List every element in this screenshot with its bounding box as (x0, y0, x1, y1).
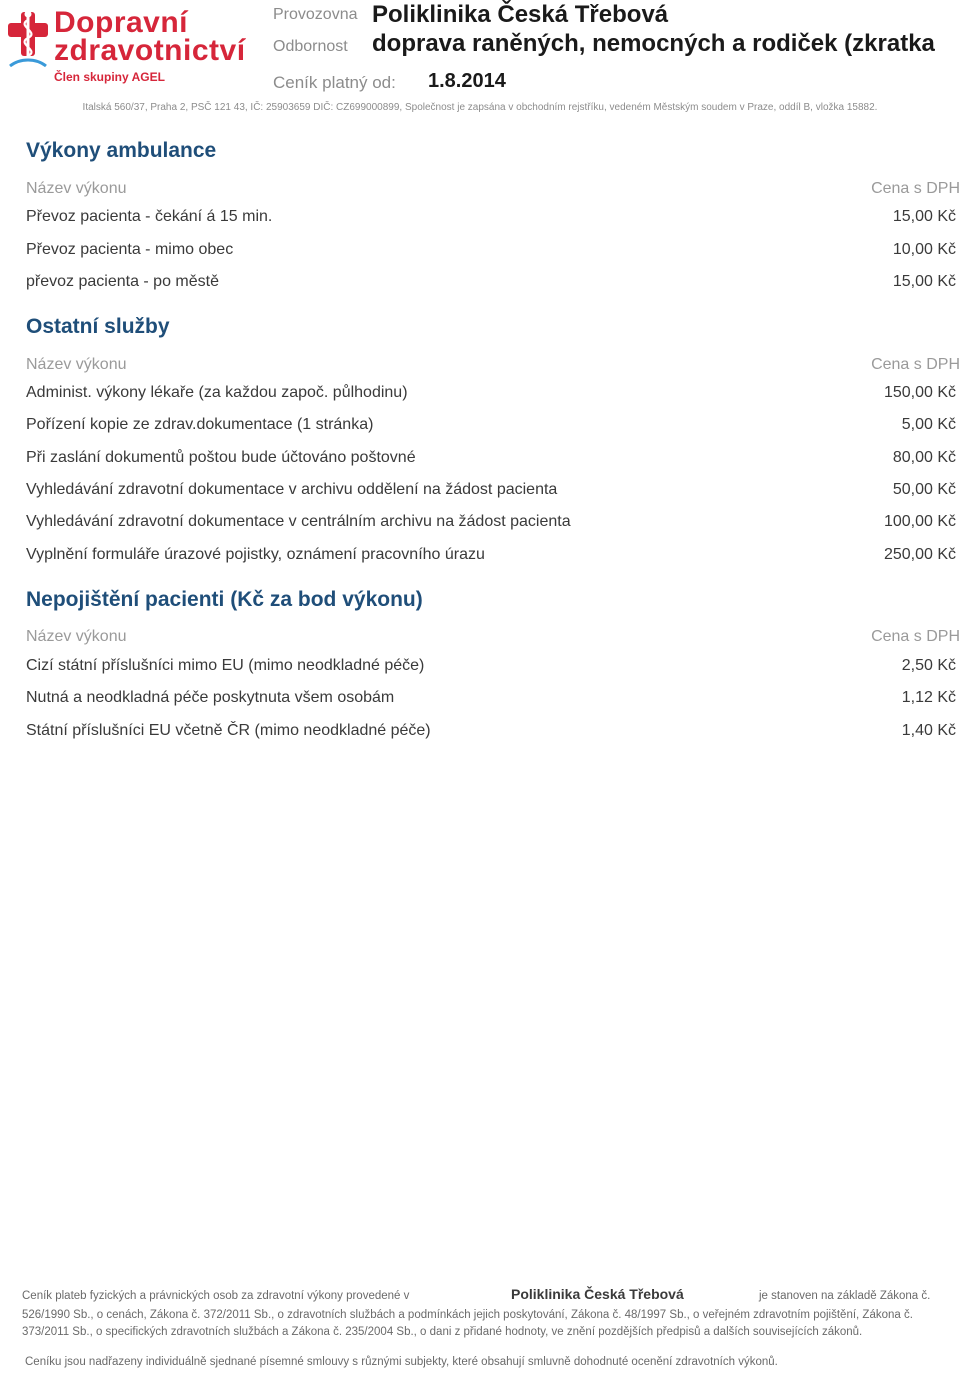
service-name: Převoz pacienta - čekání á 15 min. (26, 208, 273, 225)
service-name: převoz pacienta - po městě (26, 273, 219, 290)
service-price: 15,00 Kč (892, 273, 956, 290)
price-row (26, 241, 956, 265)
service-price: 1,12 Kč (901, 689, 956, 706)
service-name: Vyhledávání zdravotní dokumentace v archivu oddělení na žádost pacienta (26, 481, 558, 498)
odbornost-label: Odbornost (273, 38, 348, 55)
price-row (26, 546, 956, 570)
odbornost-value: doprava raněných, nemocných a rodiček (zkratka (372, 30, 935, 57)
price-row (26, 722, 956, 746)
logo-tagline: Člen skupiny AGEL (54, 70, 165, 84)
service-price: 1,40 Kč (901, 722, 956, 739)
cenik-valid-from-value: 1.8.2014 (428, 70, 506, 92)
price-row (26, 657, 956, 681)
service-price: 80,00 Kč (892, 449, 956, 466)
service-price: 5,00 Kč (901, 416, 956, 433)
cenik-valid-from-label: Ceník platný od: (273, 73, 396, 92)
price-row (26, 416, 956, 440)
price-row (26, 689, 956, 713)
service-price: 250,00 Kč (883, 546, 956, 563)
price-row (26, 208, 956, 232)
column-header-name: Název výkonu (26, 180, 127, 197)
service-name: Státní příslušníci EU včetně ČR (mimo neodkladné péče) (26, 722, 431, 739)
service-name: Vyplnění formuláře úrazové pojistky, oznámení pracovního úrazu (26, 546, 485, 563)
caduceus-cross-icon (6, 8, 50, 78)
service-name: Nutná a neodkladná péče poskytnuta všem osobám (26, 689, 395, 706)
service-name: Pořízení kopie ze zdrav.dokumentace (1 stránka) (26, 416, 374, 433)
section-title-nepojisteni-pacienti: Nepojištění pacienti (Kč za bod výkonu) (26, 588, 423, 611)
price-row (26, 273, 956, 297)
logo-text-line2: zdravotnictví (54, 34, 246, 67)
service-name: Při zaslání dokumentů poštou bude účtováno poštovné (26, 449, 416, 466)
provozovna-value: Poliklinika Česká Třebová (372, 1, 669, 28)
footer-intro-end: je stanoven na základě Zákona č. (759, 1290, 931, 1302)
service-price: 50,00 Kč (892, 481, 956, 498)
price-row (26, 513, 956, 537)
service-name: Cizí státní příslušníci mimo EU (mimo neodkladné péče) (26, 657, 425, 674)
price-row (26, 449, 956, 473)
column-header-price: Cena s DPH (871, 628, 960, 645)
column-header-price: Cena s DPH (871, 180, 960, 197)
price-row (26, 384, 956, 408)
service-price: 10,00 Kč (892, 241, 956, 258)
footer-contracts-note: Ceníku jsou nadřazeny individuálně sjednané písemné smlouvy s různými subjekty, které obsahují smluvně dohodnuté ocenění zdravotních výkonů. (25, 1356, 778, 1368)
column-header-name: Název výkonu (26, 628, 127, 645)
footer-legal-text: 526/1990 Sb., o cenách, Zákona č. 372/2011 Sb., o zdravotních službách a podmínkách jejich poskytování, Zákona č. 48/1997 Sb., o veřejném zdravotním pojištění, Zákona č. 373/2011 Sb., o specifických zdravotních službách a Zákona č. 235/2004 Sb., o dani z přidané hodnoty, ve znění pozdějších předpisů a dalších souvisejících zákonů. (22, 1309, 913, 1338)
column-header-price: Cena s DPH (871, 356, 960, 373)
footer-intro-text: Ceník plateb fyzických a právnických osob za zdravotní výkony provedené v (22, 1290, 410, 1302)
company-logo (6, 6, 266, 86)
service-name: Převoz pacienta - mimo obec (26, 241, 234, 258)
service-price: 2,50 Kč (901, 657, 956, 674)
service-name: Vyhledávání zdravotní dokumentace v centrálním archivu na žádost pacienta (26, 513, 571, 530)
price-row (26, 481, 956, 505)
provozovna-label: Provozovna (273, 6, 358, 23)
service-price: 15,00 Kč (892, 208, 956, 225)
footer-place-name: Poliklinika Česká Třebová (511, 1286, 684, 1302)
logo-text-line1: Dopravní (54, 6, 189, 39)
column-header-name: Název výkonu (26, 356, 127, 373)
service-name: Administ. výkony lékaře (za každou započ. půlhodinu) (26, 384, 408, 401)
service-price: 150,00 Kč (883, 384, 956, 401)
company-legal-info: Italská 560/37, Praha 2, PSČ 121 43, IČ: 25903659 DIČ: CZ699000899, Společnost je zapsána v obchodním rejstříku, vedeném Městským soudem v Praze, oddíl B, vložka 15882. (82, 102, 878, 113)
section-title-ostatni-sluzby: Ostatní služby (26, 315, 170, 338)
section-title-vykony-ambulance: Výkony ambulance (26, 139, 217, 162)
service-price: 100,00 Kč (883, 513, 956, 530)
